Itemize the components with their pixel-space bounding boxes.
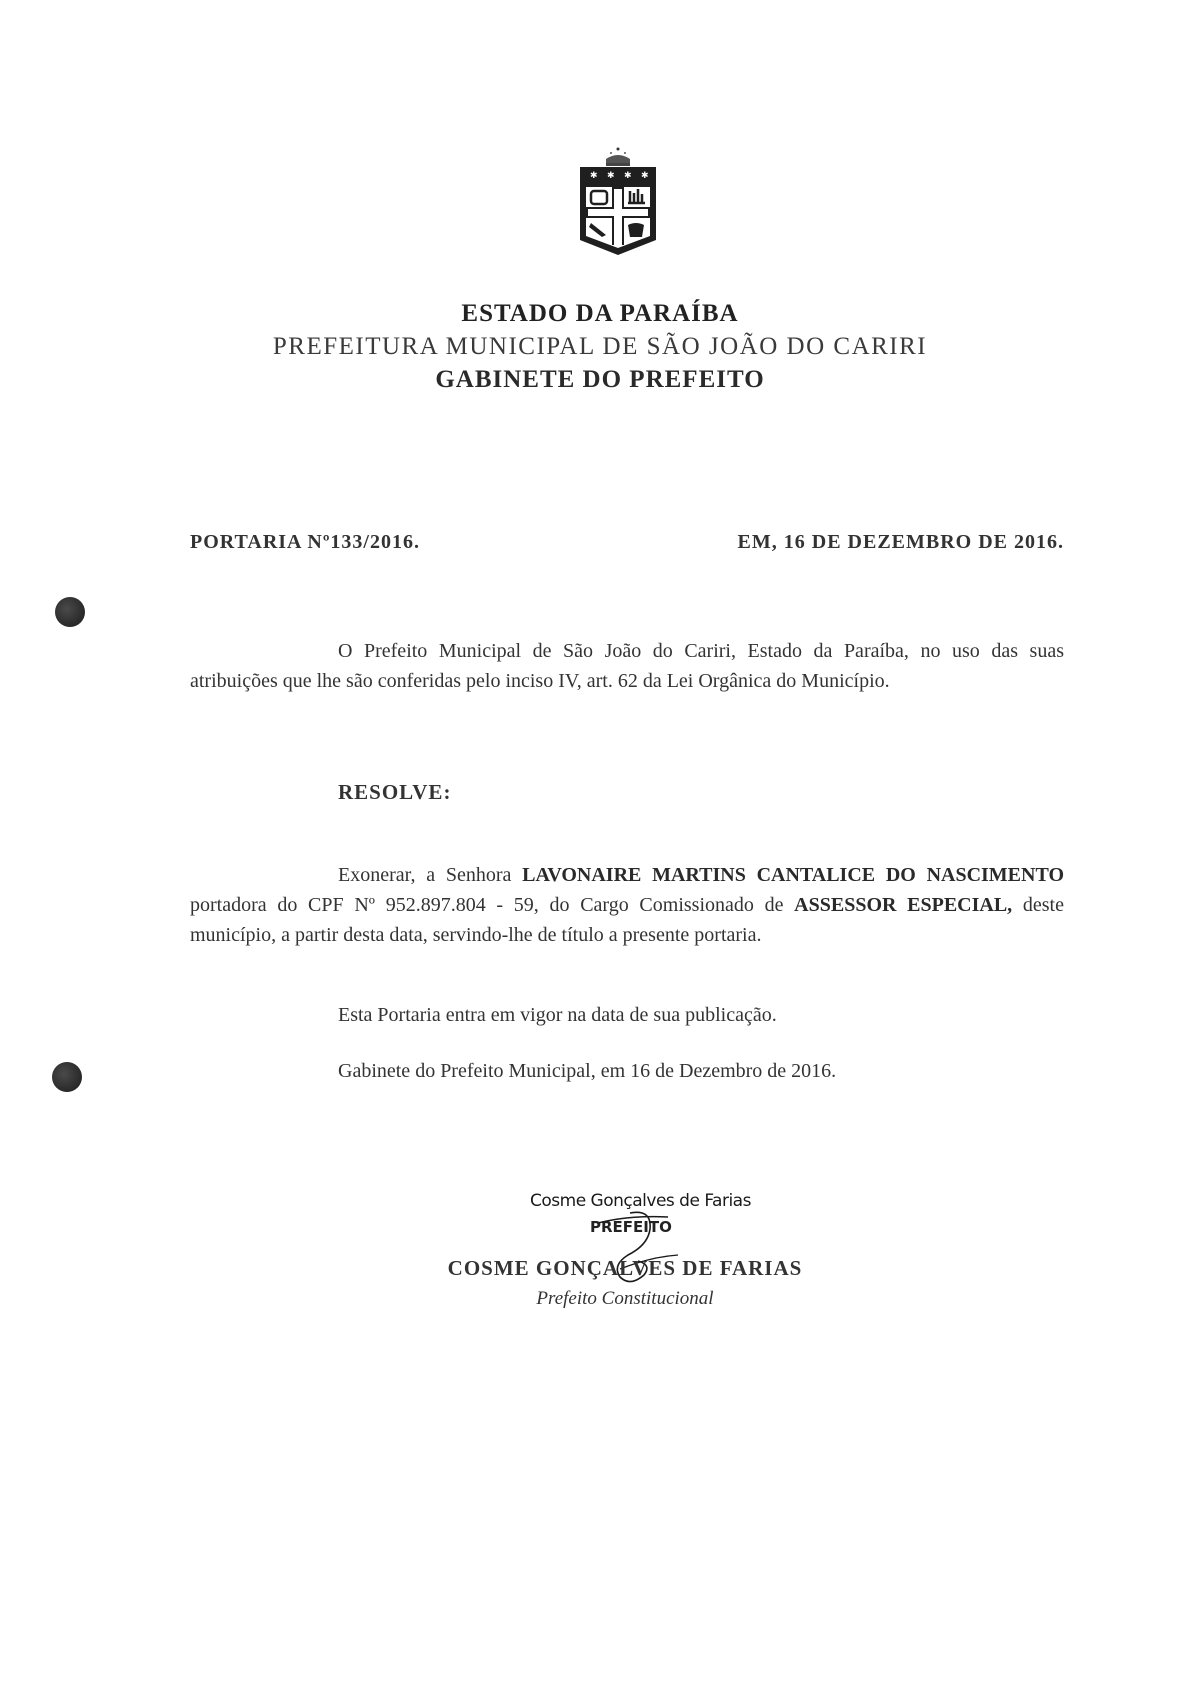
header-office: GABINETE DO PREFEITO bbox=[435, 366, 765, 393]
closing-paragraph bbox=[190, 1056, 1064, 1086]
portaria-date: EM, 16 DE DEZEMBRO DE 2016. bbox=[737, 531, 1064, 553]
header-state: ESTADO DA PARAÍBA bbox=[461, 300, 739, 327]
resolve-heading: RESOLVE: bbox=[338, 780, 452, 804]
punch-hole bbox=[52, 1062, 82, 1092]
decision-paragraph bbox=[190, 860, 1064, 950]
punch-hole bbox=[55, 597, 85, 627]
employee-name: LAVONAIRE MARTINS CANTALICE DO NASCIMENTO bbox=[522, 864, 1065, 886]
effect-text: Esta Portaria entra em vigor na data de sua publicação. bbox=[338, 1004, 777, 1026]
header-municipality: PREFEITURA MUNICIPAL DE SÃO JOÃO DO CARIRI bbox=[272, 333, 928, 360]
signatory-role: Prefeito Constitucional bbox=[536, 1288, 714, 1309]
effect-paragraph bbox=[190, 1000, 1064, 1030]
intro-paragraph bbox=[190, 636, 1064, 696]
decision-text-mid: portadora do CPF Nº 952.897.804 - 59, do Cargo Comissionado de bbox=[190, 894, 795, 916]
svg-text:✱: ✱ bbox=[624, 171, 632, 181]
signature-stamp-name: Cosme Gonçalves de Farias bbox=[530, 1191, 751, 1211]
position-title: ASSESSOR ESPECIAL, bbox=[794, 894, 1013, 916]
svg-text:✱: ✱ bbox=[590, 171, 598, 181]
svg-text:✱: ✱ bbox=[641, 171, 649, 181]
closing-text: Gabinete do Prefeito Municipal, em 16 de Dezembro de 2016. bbox=[338, 1060, 837, 1082]
intro-text: O Prefeito Municipal de São João do Cariri, Estado da Paraíba, no uso das suas atribuições que lhe são conferidas pelo inciso IV, art. 62 da Lei Orgânica do Município. bbox=[190, 640, 1064, 692]
signatory-name: COSME GONÇALVES DE FARIAS bbox=[447, 1256, 803, 1280]
svg-text:✱: ✱ bbox=[607, 171, 615, 181]
signature-stamp-title: PREFEITO bbox=[590, 1218, 672, 1236]
decision-text-pre: Exonerar, a Senhora bbox=[338, 864, 523, 886]
portaria-number: PORTARIA Nº133/2016. bbox=[190, 531, 420, 553]
coat-of-arms-icon bbox=[578, 145, 658, 257]
decision-text-post: deste município, a partir desta data, servindo-lhe de título a presente portaria. bbox=[190, 894, 1064, 946]
